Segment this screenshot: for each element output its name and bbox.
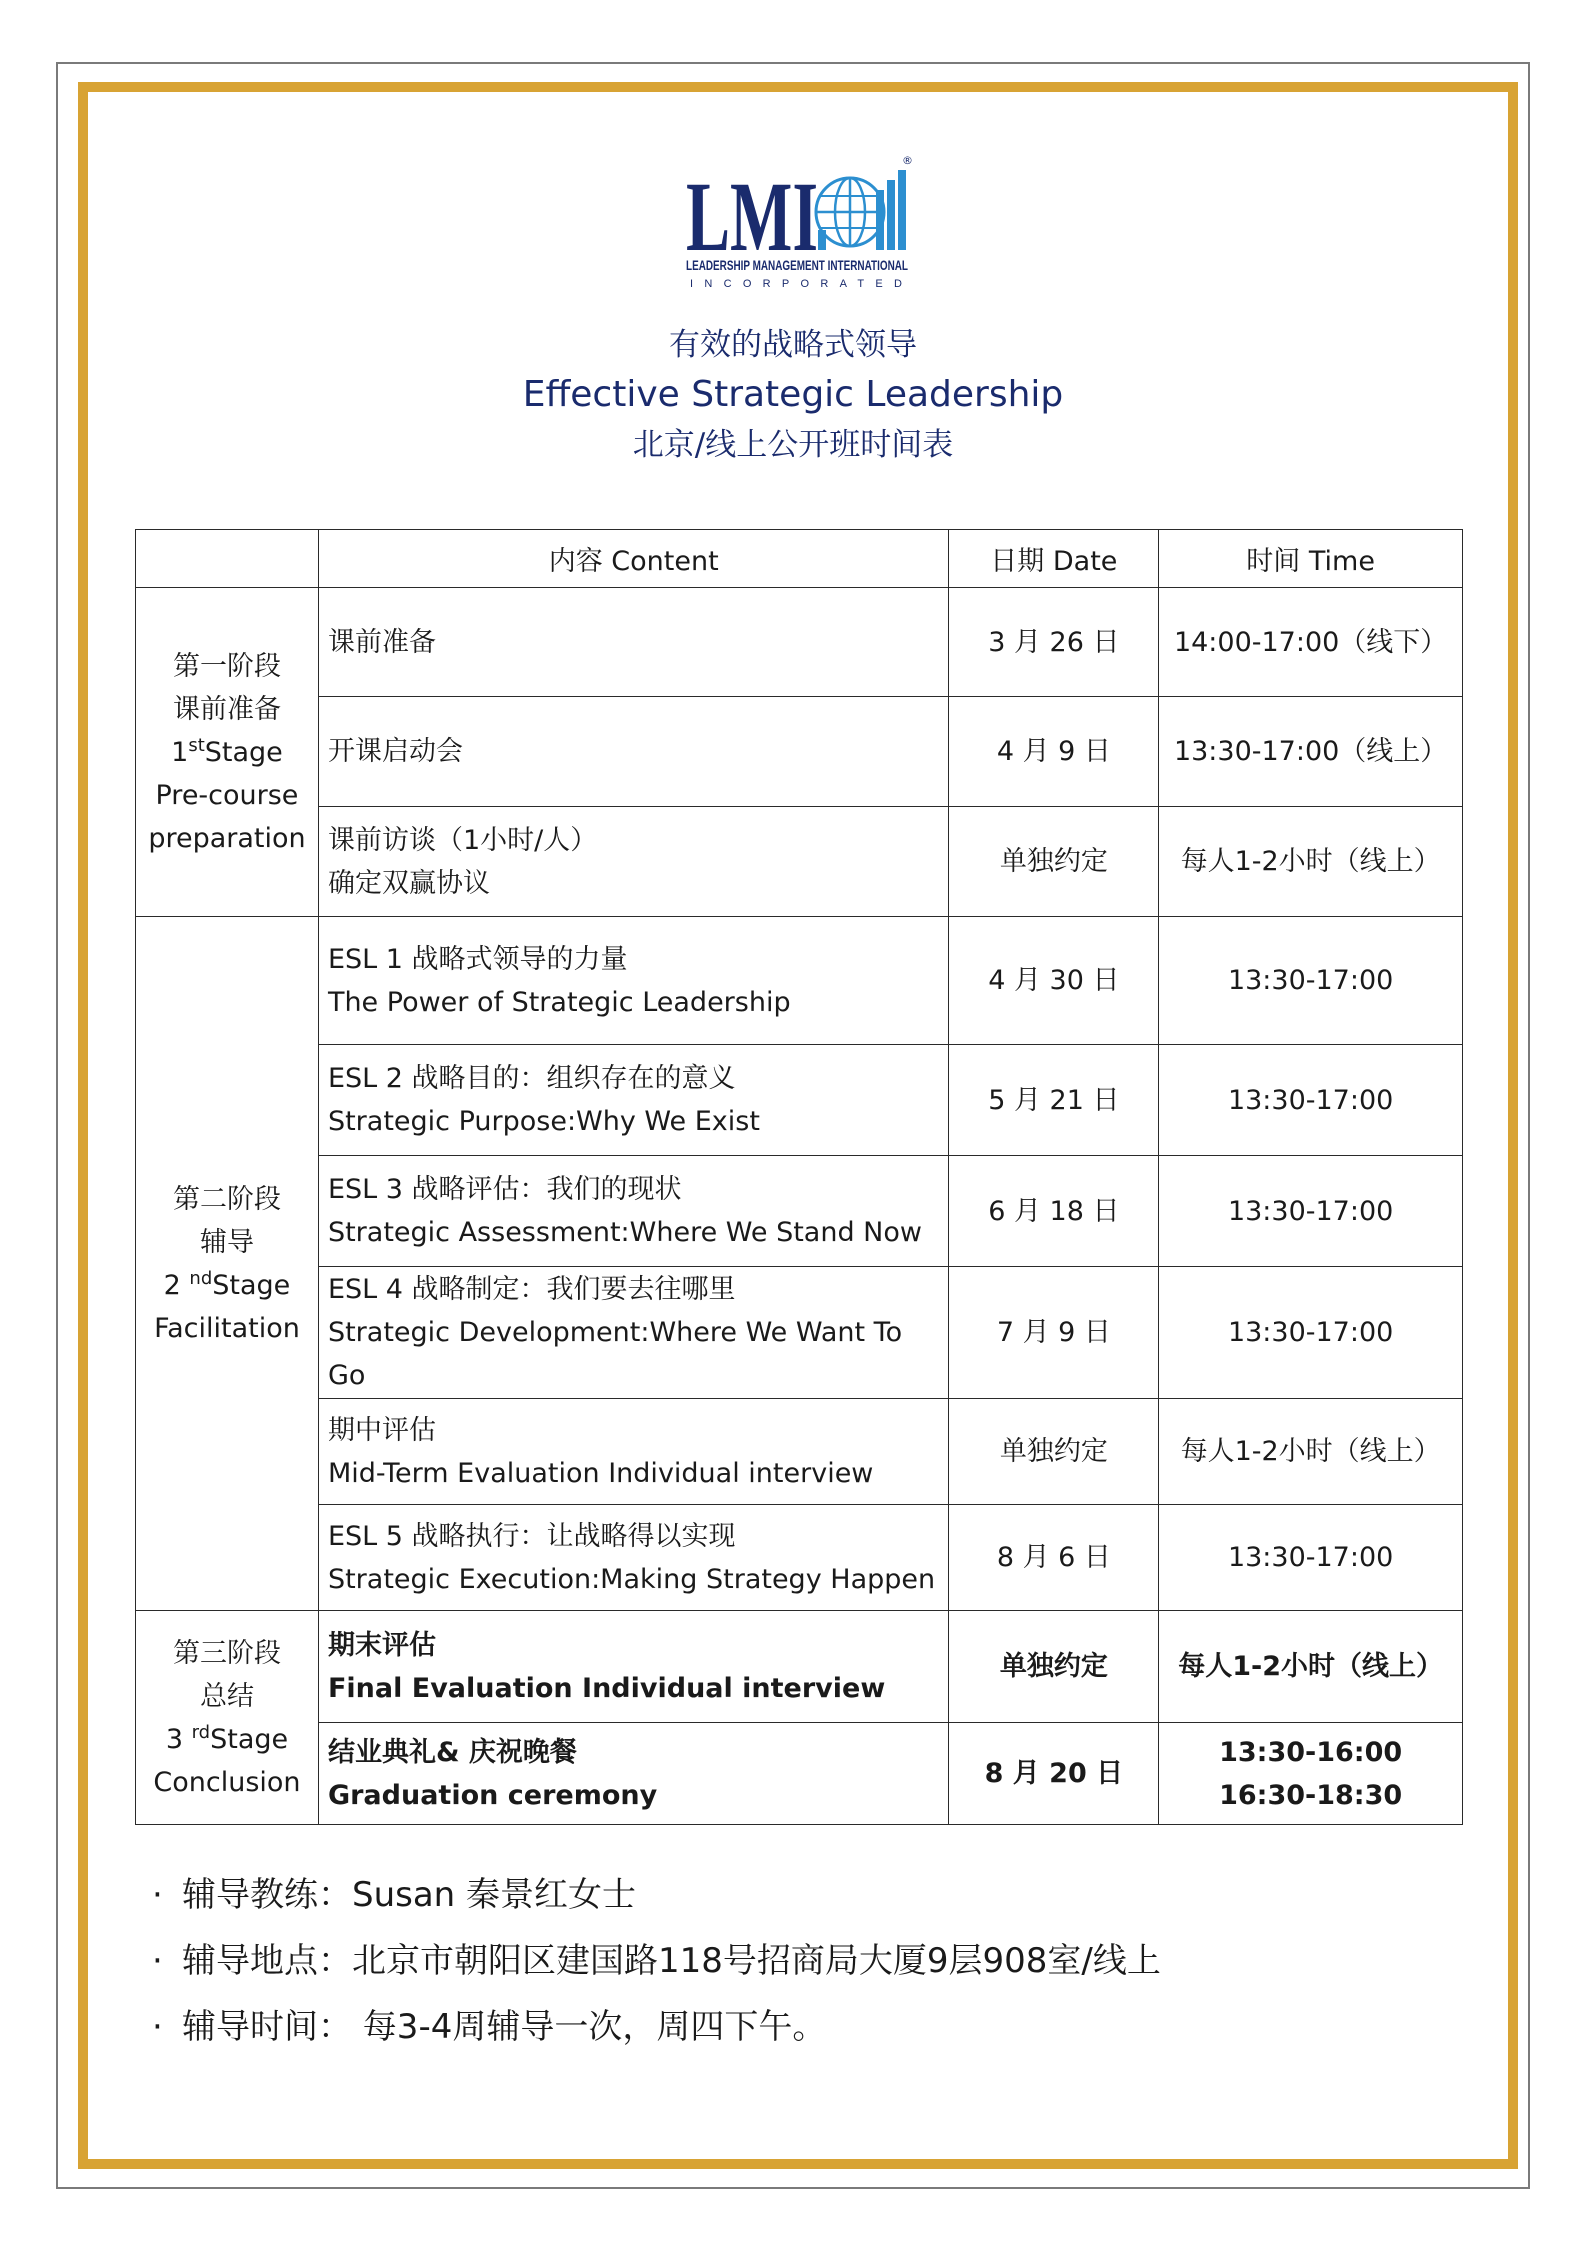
date-cell: 单独约定 xyxy=(949,1611,1159,1723)
date-cell: 8 月 6 日 xyxy=(949,1505,1159,1611)
time-cell: 每人1-2小时（线上） xyxy=(1159,1399,1463,1505)
table-row xyxy=(136,1267,1463,1399)
stage-2-cn-1: 第二阶段 xyxy=(172,1183,281,1215)
lmi-logo xyxy=(680,150,920,300)
title-chinese: 有效的战略式领导 xyxy=(669,327,917,363)
stage-2-label: 2 $^{nd}$Stage xyxy=(163,1267,291,1301)
table-row xyxy=(136,1156,1463,1267)
logo-line-1: LEADERSHIP MANAGEMENT INTERNATIONAL xyxy=(686,257,909,273)
table-header-row xyxy=(136,530,1463,588)
table-row xyxy=(136,1611,1463,1723)
date-cell: 6 月 18 日 xyxy=(949,1156,1159,1267)
content-cell: 课前访谈（1小时/人） 确定双赢协议 xyxy=(318,807,949,917)
date-cell: 8 月 20 日 xyxy=(949,1723,1159,1825)
time-cell: 14:00-17:00（线下） xyxy=(1159,588,1463,697)
note-time: · 辅导时间： 每3-4周辅导一次，周四下午。 xyxy=(152,2007,827,2047)
logo-wordmark: LMI xyxy=(686,161,818,272)
content-cell: 期中评估 Mid-Term Evaluation Individual interview xyxy=(318,1399,949,1505)
content-cell: 课前准备 xyxy=(318,588,949,697)
time-cell: 13:30-17:00 xyxy=(1159,917,1463,1045)
stage-3-cn-1: 第三阶段 xyxy=(172,1637,281,1669)
content-cell: ESL 1 战略式领导的力量 The Power of Strategic Leadership xyxy=(318,917,949,1045)
time-cell: 13:30-17:00 xyxy=(1159,1267,1463,1399)
date-cell: 7 月 9 日 xyxy=(949,1267,1159,1399)
table-row xyxy=(136,917,1463,1045)
content-cell: 期末评估 Final Evaluation Individual interview xyxy=(318,1611,949,1723)
date-cell: 4 月 9 日 xyxy=(949,697,1159,807)
schedule-table xyxy=(135,529,1463,1825)
time-cell: 13:30-17:00（线上） xyxy=(1159,697,1463,807)
content-cell: 结业典礼& 庆祝晚餐 Graduation ceremony xyxy=(318,1723,949,1825)
table-row xyxy=(136,1723,1463,1825)
content-cell: ESL 2 战略目的：组织存在的意义 Strategic Purpose:Why We Exist xyxy=(318,1045,949,1156)
table-row xyxy=(136,807,1463,917)
time-cell: 13:30-17:00 xyxy=(1159,1045,1463,1156)
note-location: · 辅导地点：北京市朝阳区建国路118号招商局大厦9层908室/线上 xyxy=(152,1941,1161,1981)
time-cell: 13:30-17:00 xyxy=(1159,1505,1463,1611)
logo-line-2: INCORPORATED xyxy=(690,278,902,290)
header-stage xyxy=(136,530,319,588)
stage-1-label: 1stStage xyxy=(171,734,283,768)
date-cell: 4 月 30 日 xyxy=(949,917,1159,1045)
subtitle: 北京/线上公开班时间表 xyxy=(632,427,954,463)
stage-3-en-1: Conclusion xyxy=(153,1766,301,1798)
stage-1-en-2: preparation xyxy=(148,822,306,854)
stage-1-cn-2: 课前准备 xyxy=(172,693,281,725)
stage-3-cell xyxy=(136,1611,319,1825)
stage-2-en-1: Facilitation xyxy=(154,1312,300,1344)
registered-mark: ® xyxy=(902,154,913,167)
content-cell: ESL 3 战略评估：我们的现状 Strategic Assessment:Where We Stand Now xyxy=(318,1156,949,1267)
stage-3-cn-2: 总结 xyxy=(199,1680,254,1712)
time-cell: 每人1-2小时（线上） xyxy=(1159,1611,1463,1723)
date-cell: 3 月 26 日 xyxy=(949,588,1159,697)
title-block xyxy=(0,320,1586,470)
date-cell: 单独约定 xyxy=(949,807,1159,917)
table-row xyxy=(136,1045,1463,1156)
time-cell: 每人1-2小时（线上） xyxy=(1159,807,1463,917)
stage-2-cn-2: 辅导 xyxy=(199,1226,254,1258)
content-cell: ESL 4 战略制定：我们要去往哪里 Strategic Development:Where We Want To Go xyxy=(318,1267,949,1399)
table-row xyxy=(136,1505,1463,1611)
title-english: Effective Strategic Leadership xyxy=(522,374,1064,415)
time-cell: 13:30-16:00 16:30-18:30 xyxy=(1159,1723,1463,1825)
globe-icon xyxy=(816,170,906,250)
note-coach: · 辅导教练：Susan 秦景红女士 xyxy=(152,1875,637,1915)
header-date: 日期 Date xyxy=(949,530,1159,588)
date-cell: 单独约定 xyxy=(949,1399,1159,1505)
date-cell: 5 月 21 日 xyxy=(949,1045,1159,1156)
stage-1-cell xyxy=(136,588,319,917)
stage-2-cell xyxy=(136,917,319,1611)
content-cell: ESL 5 战略执行：让战略得以实现 Strategic Execution:Making Strategy Happen xyxy=(318,1505,949,1611)
notes-list xyxy=(152,1862,1161,2060)
stage-1-cn-1: 第一阶段 xyxy=(172,650,281,682)
content-cell: 开课启动会 xyxy=(318,697,949,807)
table-row xyxy=(136,697,1463,807)
header-time: 时间 Time xyxy=(1159,530,1463,588)
table-row xyxy=(136,588,1463,697)
table-row xyxy=(136,1399,1463,1505)
time-cell: 13:30-17:00 xyxy=(1159,1156,1463,1267)
lmi-logo-graphic xyxy=(680,150,920,300)
stage-3-label: 3 $^{rd}$Stage xyxy=(165,1721,289,1755)
header-content: 内容 Content xyxy=(318,530,949,588)
stage-1-en-1: Pre-course xyxy=(155,779,299,811)
